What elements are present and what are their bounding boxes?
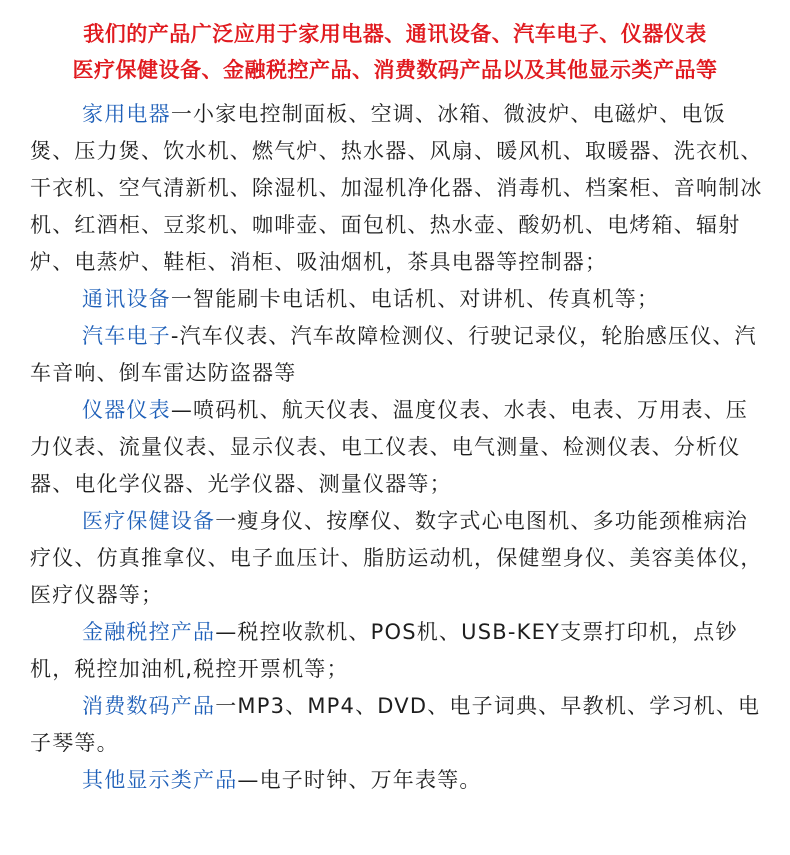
header-line-1: 我们的产品广泛应用于家用电器、通讯设备、汽车电子、仪器仪表	[83, 22, 707, 46]
category-label: 汽车电子	[82, 324, 171, 348]
header	[0, 0, 790, 88]
section-consumer-digital	[30, 688, 770, 762]
section-medical	[30, 503, 770, 614]
section-other-display	[30, 762, 770, 799]
category-label: 消费数码产品	[82, 694, 216, 718]
category-description: —税控收款机、POS机、USB-KEY支票打印机，点钞机，税控加油机,税控开票机等；	[30, 620, 738, 681]
section-home-appliances	[30, 96, 770, 281]
category-label: 仪器仪表	[82, 398, 171, 422]
section-instruments	[30, 392, 770, 503]
category-label: 通讯设备	[82, 287, 171, 311]
category-label: 医疗保健设备	[82, 509, 216, 533]
category-description: -汽车仪表、汽车故障检测仪、行驶记录仪，轮胎感压仪、汽车音响、倒车雷达防盗器等	[30, 324, 757, 385]
content	[30, 96, 770, 799]
section-automotive	[30, 318, 770, 392]
category-description: 一MP3、MP4、DVD、电子词典、早教机、学习机、电子琴等。	[30, 694, 761, 755]
category-description: —喷码机、航天仪表、温度仪表、水表、电表、万用表、压力仪表、流量仪表、显示仪表、电工仪表、电气测量、检测仪表、分析仪器、电化学仪器、光学仪器、测量仪器等；	[30, 398, 749, 496]
category-label: 家用电器	[82, 102, 171, 126]
section-finance	[30, 614, 770, 688]
header-line-2: 医疗保健设备、金融税控产品、消费数码产品以及其他显示类产品等	[72, 58, 718, 82]
category-description: —电子时钟、万年表等。	[237, 768, 482, 792]
section-communication	[30, 281, 770, 318]
category-description: 一小家电控制面板、空调、冰箱、微波炉、电磁炉、电饭煲、压力煲、饮水机、燃气炉、热水器、风扇、暖风机、取暖器、洗衣机、干衣机、空气清新机、除湿机、加湿机净化器、消毒机、档案柜、音响制冰机、红酒柜、豆浆机、咖啡壶、面包机、热水壶、酸奶机、电烤箱、辐射炉、电蒸炉、鞋柜、消柜、吸油烟机，茶具电器等控制器；	[30, 102, 763, 274]
category-description: 一智能刷卡电话机、电话机、对讲机、传真机等；	[170, 287, 660, 311]
category-label: 金融税控产品	[82, 620, 216, 644]
category-label: 其他显示类产品	[82, 768, 238, 792]
category-description: 一瘦身仪、按摩仪、数字式心电图机、多功能颈椎病治疗仪、仿真推拿仪、电子血压计、脂肪运动机，保健塑身仪、美容美体仪，医疗仪器等；	[30, 509, 763, 607]
